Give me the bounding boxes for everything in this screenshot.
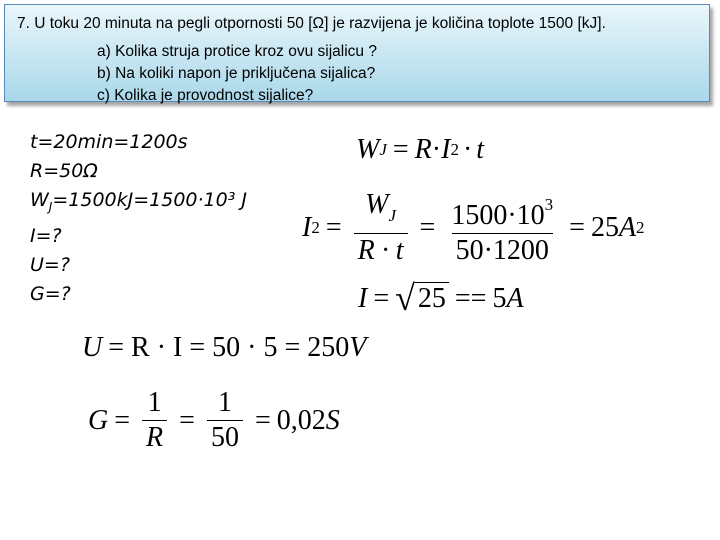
question-b: b) Na koliki napon je priključena sijalica? (97, 65, 376, 82)
fraction-one-over-fifty: $\frac{1}{50}$ (207, 386, 243, 455)
unknown-current: I=? (30, 224, 62, 247)
given-time: t=20min=1200s (30, 131, 188, 153)
joule-law-equation: W J = R · I 2 · t (356, 134, 485, 165)
voltage-equation: U = R · I = 50 · 5 = 250 V (82, 332, 367, 363)
fraction-one-over-r: $\frac{1}{R}$ (142, 386, 167, 455)
question-c: c) Kolika je provodnost sijalice? (97, 87, 314, 104)
unknown-voltage: U=? (30, 253, 70, 276)
square-root: √ 25 (395, 282, 449, 315)
problem-statement: 7. U toku 20 minuta na pegli otpornosti 50 [Ω] je razvijena je količina toplote 1500 [kJ]. (17, 15, 606, 32)
problem-statement-box (4, 4, 710, 102)
conductance-equation: G = $\frac{1}{R}$ = $\frac{1}{50}$ = 0,02 S (88, 387, 340, 453)
given-energy: $W_J=1500kJ=1500\cdot 10^3$ J (30, 189, 247, 214)
current-squared-equation: I 2 = $\frac{W_J}{R \cdot t}$ = $\frac{1500\cdot 10^3}{50\cdot 1200}$ = 25 A 2 (302, 189, 645, 266)
fraction-energy-over-rt: $\frac{W_J}{R \cdot t}$ (354, 188, 408, 268)
unknown-conductance: G=? (30, 282, 71, 305)
current-result-equation: I = √ 25 == 5 A (358, 278, 524, 318)
given-values (30, 128, 247, 309)
question-a: a) Kolika struja protice kroz ovu sijalicu ? (97, 43, 377, 60)
given-resistance: R=50Ω (30, 160, 98, 182)
fraction-numeric: $\frac{1500\cdot 10^3}{50\cdot 1200}$ (451, 195, 554, 266)
